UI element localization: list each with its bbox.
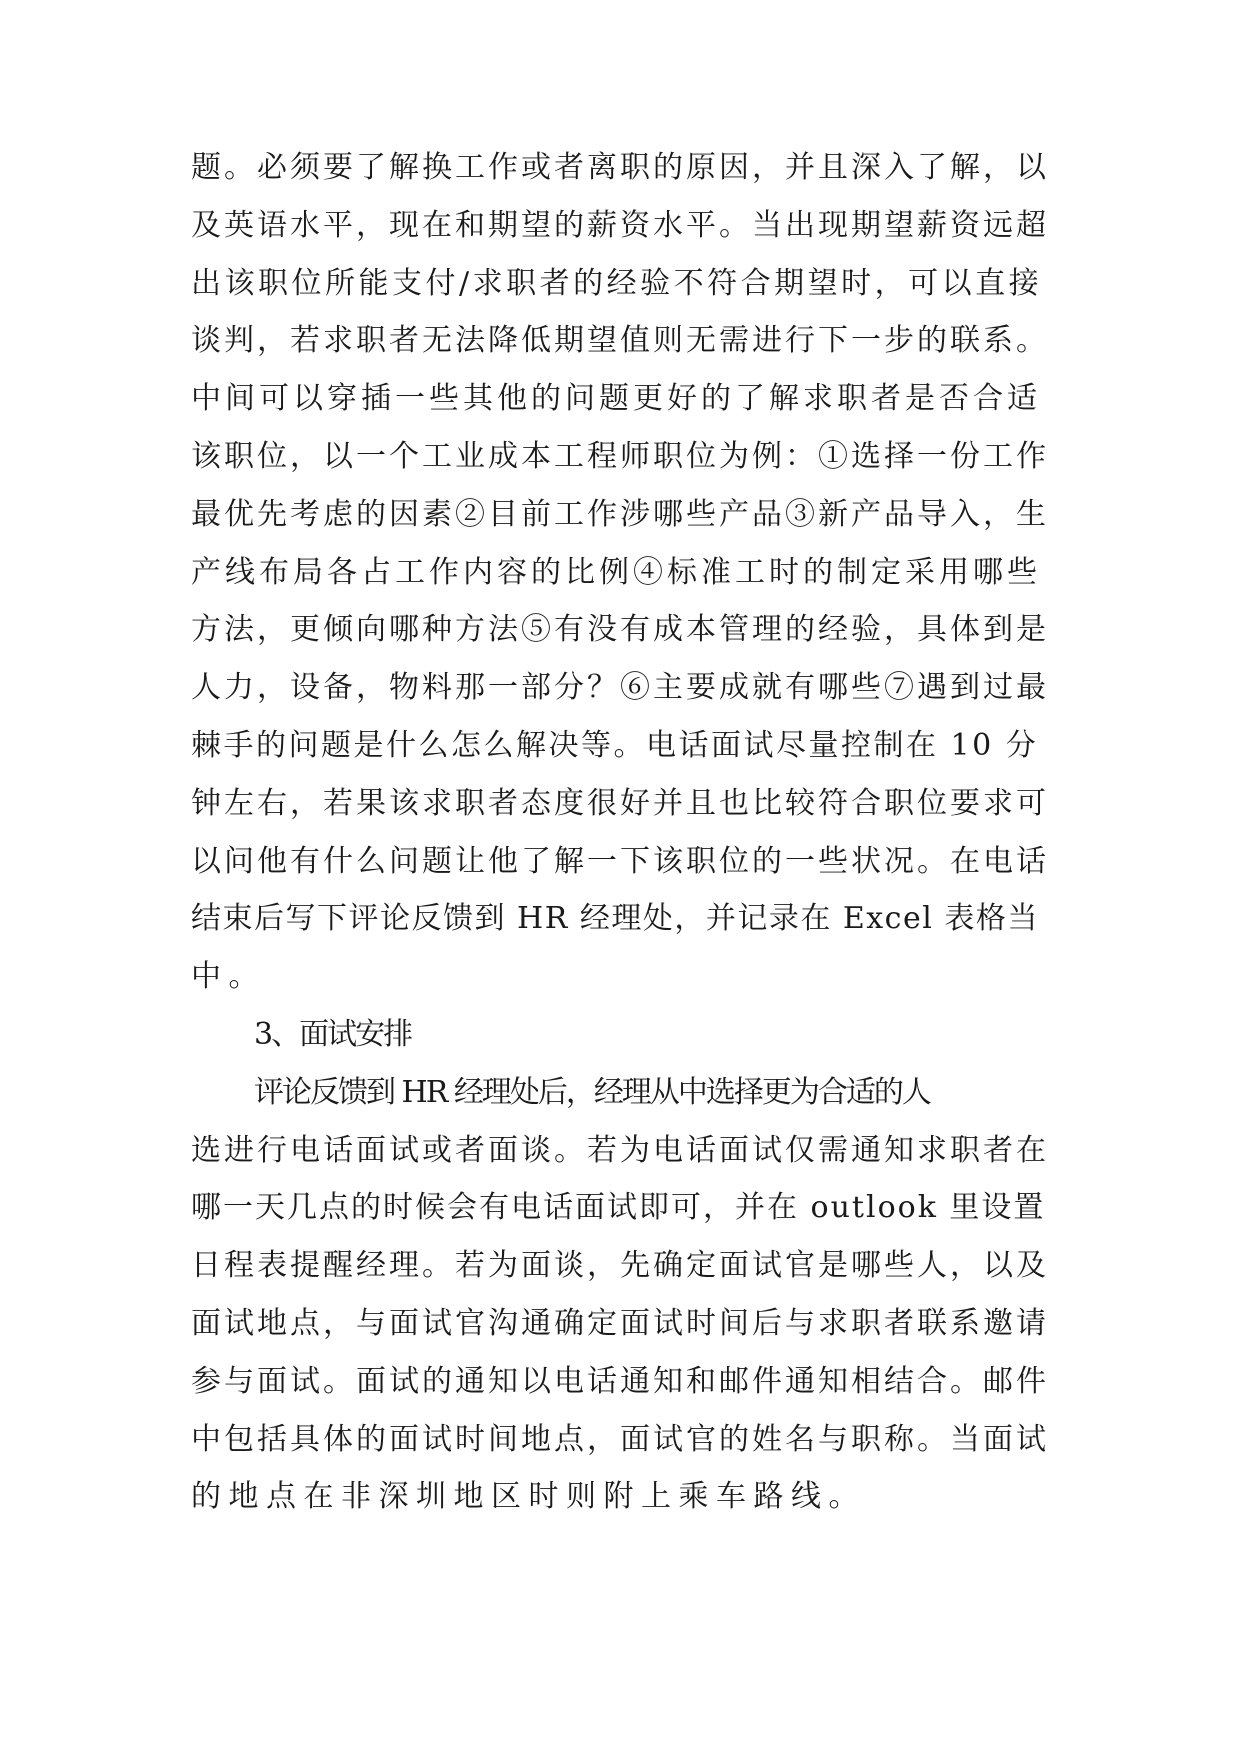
paragraph-line: 棘手的问题是什么怎么解决等。电话面试尽量控制在 10 分: [191, 728, 1039, 763]
paragraph-line: 面试地点，与面试官沟通确定面试时间后与求职者联系邀请: [191, 1306, 1049, 1341]
paragraph-line: 钟左右，若果该求职者态度很好并且也比较符合职位要求可: [191, 786, 1049, 821]
paragraph-line: 以问他有什么问题让他了解一下该职位的一些状况。在电话: [191, 844, 1049, 879]
paragraph-line: 评论反馈到 HR 经理处后，经理从中选择更为合适的人: [254, 1075, 930, 1110]
paragraph-line: 最优先考虑的因素②目前工作涉哪些产品③新产品导入，生: [191, 497, 1049, 532]
paragraph-line: 中间可以穿插一些其他的问题更好的了解求职者是否合适: [191, 381, 1041, 416]
paragraph-line: 该职位，以一个工业成本工程师职位为例：①选择一份工作: [191, 439, 1049, 474]
paragraph-line: 日程表提醒经理。若为面谈，先确定面试官是哪些人，以及: [191, 1248, 1049, 1283]
paragraph-line: 方法，更倾向哪种方法⑤有没有成本管理的经验，具体到是: [191, 612, 1049, 647]
paragraph-line: 谈判，若求职者无法降低期望值则无需进行下一步的联系。: [191, 323, 1049, 358]
section-heading: 3、面试安排: [254, 1017, 412, 1052]
paragraph-line: 产线布局各占工作内容的比例④标准工时的制定采用哪些: [191, 555, 1041, 590]
paragraph-line: 中包括具体的面试时间地点，面试官的姓名与职称。当面试: [191, 1422, 1049, 1457]
paragraph-line: 哪一天几点的时候会有电话面试即可，并在 outlook 里设置: [191, 1190, 1046, 1225]
paragraph-line: 题。必须要了解换工作或者离职的原因，并且深入了解，以: [191, 150, 1049, 185]
paragraph-line: 参与面试。面试的通知以电话通知和邮件通知相结合。邮件: [191, 1364, 1049, 1399]
paragraph-line: 选进行电话面试或者面谈。若为电话面试仅需通知求职者在: [191, 1133, 1049, 1168]
paragraph-line: 中。: [191, 959, 266, 994]
paragraph-line: 的地点在非深圳地区时则附上乘车路线。: [191, 1479, 866, 1514]
paragraph-line: 人力，设备，物料那一部分？⑥主要成就有哪些⑦遇到过最: [191, 670, 1049, 705]
paragraph-line: 及英语水平，现在和期望的薪资水平。当出现期望薪资远超: [191, 208, 1049, 243]
paragraph-line: 结束后写下评论反馈到 HR 经理处，并记录在 Excel 表格当: [191, 901, 1039, 936]
paragraph-line: 出该职位所能支付/求职者的经验不符合期望时，可以直接: [191, 266, 1043, 301]
